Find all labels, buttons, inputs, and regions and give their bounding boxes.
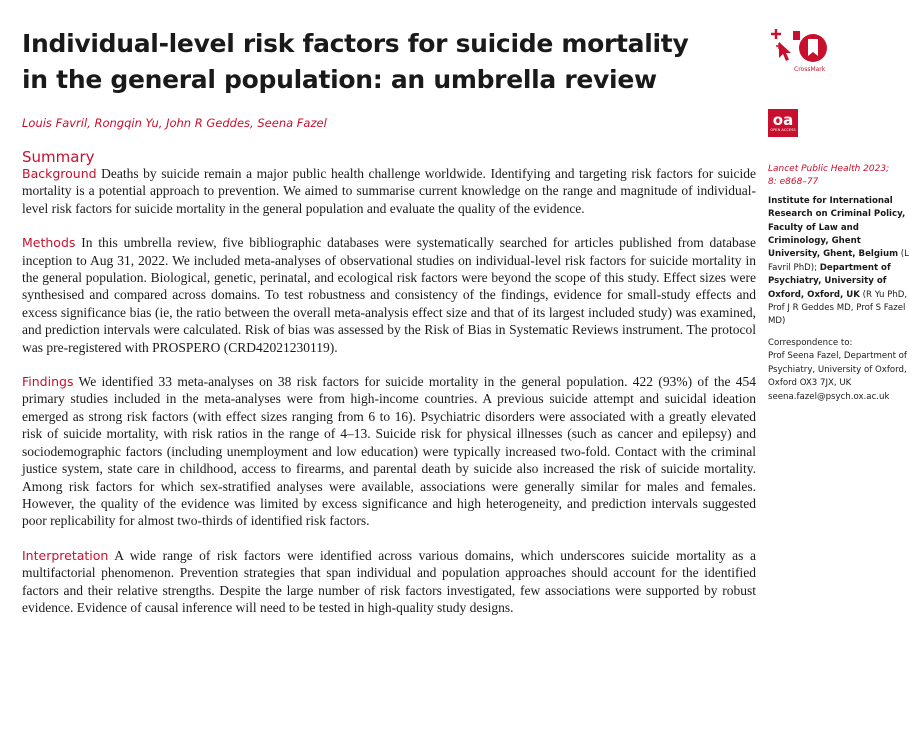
interpretation-label: Interpretation bbox=[22, 547, 109, 563]
background-label: Background bbox=[22, 166, 97, 181]
findings-paragraph bbox=[22, 373, 756, 530]
affiliation-2-authors: (R Yu PhD, Prof J R Geddes MD, Prof S Fazel MD) bbox=[768, 289, 908, 327]
open-access-badge bbox=[768, 109, 798, 137]
summary-heading: Summary bbox=[22, 148, 95, 166]
sidebar bbox=[768, 163, 910, 404]
correspondence bbox=[768, 337, 910, 404]
author-list[interactable]: Louis Favril, Rongqin Yu, John R Geddes, Seena Fazel bbox=[22, 116, 327, 130]
abstract bbox=[22, 165, 756, 633]
affiliation-1 bbox=[768, 195, 910, 329]
correspondence-email[interactable]: seena.fazel@psych.ox.ac.uk bbox=[768, 391, 890, 402]
methods-paragraph bbox=[22, 234, 756, 356]
oa-subtext: OPEN ACCESS bbox=[770, 128, 796, 132]
oa-text: oa bbox=[772, 111, 794, 129]
methods-text: In this umbrella review, five bibliographic databases were systematically searched for articles published from database inception to Aug 31, 2022. We included meta-analyses of observational studies on individual-level risk factors for suicide mortality in the general population. Biological, genetic, perinatal, and ecological risk factors were beyond the scope of this study. Effect sizes were synthesised and compared across domains. To test robustness and consistency of the findings, evidence for small-study effects and excess significance bias (ie, the ratio between the overall meta-analysis effect size and that of its largest included study) was examined, and prediction intervals were calculated. Risk of bias was assessed by the Risk of Bias in Systematic Reviews instrument. The protocol was pre-registered with PROSPERO (CRD42021230119). bbox=[22, 235, 757, 355]
journal-citation[interactable] bbox=[768, 163, 910, 190]
affiliation-1-institution: Institute for International Research on Criminal Policy, Faculty of Law and Criminology, Ghent University, Ghent, Belgium bbox=[768, 195, 906, 260]
background-paragraph bbox=[22, 165, 756, 217]
crossmark-label: CrossMark bbox=[794, 66, 826, 73]
journal-line-1: Lancet Public Health 2023; bbox=[768, 164, 890, 174]
affiliation-1-authors: (L Favril PhD); bbox=[768, 249, 909, 273]
findings-label: Findings bbox=[22, 374, 74, 390]
correspondence-address: Prof Seena Fazel, Department of Psychiatry, University of Oxford, Oxford OX3 7JX, UK bbox=[768, 351, 907, 389]
methods-label: Methods bbox=[22, 235, 76, 251]
interpretation-text: A wide range of risk factors were identified across various domains, which underscores suicide mortality as a multifactorial phenomenon. Prevention strategies that span individual and population approaches should account for the identified factors and their relative strengths. Despite the large number of risk factors investigated, few associations were supported by robust evidence. Evidence of causal inference will need to be tested in high-quality study designs. bbox=[22, 547, 756, 615]
article-title: Individual-level risk factors for suicide mortality in the general population: an umbrella review bbox=[22, 29, 689, 94]
correspondence-label: Correspondence to: bbox=[768, 337, 853, 348]
affiliation-2-institution: Department of Psychiatry, University of Oxford, Oxford, UK bbox=[768, 262, 891, 300]
interpretation-paragraph bbox=[22, 547, 756, 617]
findings-text: We identified 33 meta-analyses on 38 risk factors for suicide mortality in the general population. 422 (93%) of the 454 primary studies included in the meta-analyses were from high-income countries. A previous suicide attempt and suicidal ideation emerged as strong risk factors (with effect sizes ranging from 6 to 16). Psychiatric disorders were associated with a greatly elevated risk of suicide mortality, with risk ratios in the range of 4–13. Suicide risk for physical illnesses (such as cancer and epilepsy) and sociodemographic factors (including unemployment and low education) were typically increased two-fold. Contact with the criminal justice system, state care in childhood, access to firearms, and parental death by suicide also increased the risk of suicide mortality. Among risk factors for which sex-stratified analyses were available, associations were generally similar for males and females. However, the quality of the evidence was limited by excess significance and high heterogeneity, and prediction intervals suggested poor replicability for almost two-thirds of identified risk factors. bbox=[22, 374, 756, 529]
background-text: Deaths by suicide remain a major public health challenge worldwide. Identifying and targeting risk factors for suicide mortality is a potential approach to prevention. We aimed to summarise current knowledge on the range and magnitude of individual-level risk factors for suicide mortality in the general population and evaluate the quality of the evidence. bbox=[22, 166, 756, 216]
journal-line-2: 8: e868–77 bbox=[768, 177, 819, 188]
